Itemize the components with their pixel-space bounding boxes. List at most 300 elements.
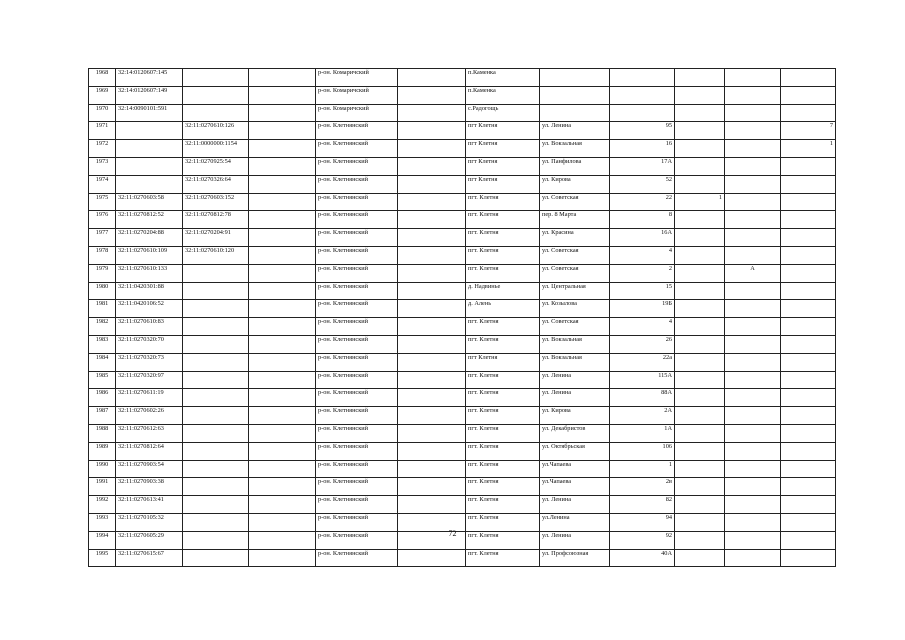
cadastral-number-cell: 32:14:0120607:149 [116,86,183,104]
district-cell: р-он. Клетнянский [316,424,398,442]
cadastral-number-cell [116,140,183,158]
locality-cell: пгт Клетня [466,122,540,140]
district-cell: р-он. Клетнянский [316,282,398,300]
cadastral-number-cell: 32:11:0270602:26 [116,407,183,425]
street-cell: ул. Советская [540,264,610,282]
cadastral-number-cell: 32:11:0270105:32 [116,513,183,531]
house-number-cell: 2 [610,264,675,282]
letter-cell [725,211,781,229]
cadastral-number-cell: 32:11:0270320:73 [116,353,183,371]
locality-cell: с.Радогощь [466,104,540,122]
blank-cell [398,371,466,389]
district-cell: р-он. Клетнянский [316,442,398,460]
locality-cell: п.Каменка [466,69,540,87]
cadastral-number-2-cell [183,460,249,478]
cadastral-number-cell: 32:11:0270610:109 [116,246,183,264]
table-row [89,389,836,407]
row-number-cell: 1988 [89,424,116,442]
building-cell [675,282,725,300]
blank-cell [249,318,316,336]
street-cell: ул. Декабристов [540,424,610,442]
district-cell: р-он. Клетнянский [316,389,398,407]
apartment-cell [781,442,836,460]
house-number-cell: 106 [610,442,675,460]
blank-cell [398,300,466,318]
street-cell: ул.Чапаева [540,478,610,496]
blank-cell [398,122,466,140]
apartment-cell [781,549,836,567]
district-cell: р-он. Клетнянский [316,460,398,478]
district-cell: р-он. Клетнянский [316,496,398,514]
blank-cell [398,69,466,87]
blank-cell [398,460,466,478]
locality-cell: пгт Клетня [466,175,540,193]
table-row [89,122,836,140]
row-number-cell: 1994 [89,531,116,549]
blank-cell [249,424,316,442]
building-cell [675,389,725,407]
row-number-cell: 1981 [89,300,116,318]
house-number-cell [610,69,675,87]
building-cell [675,246,725,264]
house-number-cell: 2в [610,478,675,496]
cadastral-number-2-cell [183,282,249,300]
blank-cell [249,300,316,318]
street-cell [540,86,610,104]
row-number-cell: 1975 [89,193,116,211]
letter-cell [725,496,781,514]
letter-cell [725,407,781,425]
locality-cell: д. Алень [466,300,540,318]
cadastral-number-2-cell [183,318,249,336]
building-cell [675,211,725,229]
row-number-cell: 1989 [89,442,116,460]
locality-cell: пгт. Клетня [466,246,540,264]
cadastral-number-cell: 32:11:0270615:67 [116,549,183,567]
cadastral-number-cell: 32:11:0270320:97 [116,371,183,389]
district-cell: р-он. Клетнянский [316,407,398,425]
street-cell: пер. 8 Марта [540,211,610,229]
locality-cell: пгт. Клетня [466,211,540,229]
house-number-cell: 22 [610,193,675,211]
letter-cell [725,282,781,300]
row-number-cell: 1972 [89,140,116,158]
row-number-cell: 1983 [89,335,116,353]
street-cell: ул.Ленина [540,513,610,531]
row-number-cell: 1987 [89,407,116,425]
cadastral-number-cell: 32:11:0420301:88 [116,282,183,300]
building-cell [675,229,725,247]
cadastral-number-cell: 32:11:0270611:19 [116,389,183,407]
apartment-cell [781,496,836,514]
registry-table [88,68,836,567]
building-cell [675,122,725,140]
building-cell [675,104,725,122]
locality-cell: пгт Клетня [466,140,540,158]
cadastral-number-cell: 32:11:0270605:29 [116,531,183,549]
cadastral-number-cell: 32:11:0270204:88 [116,229,183,247]
cadastral-number-2-cell [183,104,249,122]
cadastral-number-cell: 32:11:0270612:63 [116,424,183,442]
apartment-cell [781,175,836,193]
street-cell: ул. Кирова [540,175,610,193]
blank-cell [249,193,316,211]
blank-cell [249,86,316,104]
table-row [89,211,836,229]
row-number-cell: 1969 [89,86,116,104]
house-number-cell: 1 [610,460,675,478]
house-number-cell: 94 [610,513,675,531]
street-cell: ул. Панфилова [540,157,610,175]
row-number-cell: 1968 [89,69,116,87]
table-row [89,424,836,442]
cadastral-number-2-cell [183,424,249,442]
apartment-cell [781,229,836,247]
cadastral-number-cell: 32:14:0090101:591 [116,104,183,122]
building-cell [675,549,725,567]
blank-cell [398,211,466,229]
building-cell [675,353,725,371]
blank-cell [249,335,316,353]
locality-cell: пгт. Клетня [466,460,540,478]
blank-cell [249,496,316,514]
letter-cell [725,246,781,264]
cadastral-number-2-cell [183,264,249,282]
letter-cell [725,300,781,318]
cadastral-number-2-cell: 32:11:0270204:91 [183,229,249,247]
table-row [89,478,836,496]
blank-cell [249,442,316,460]
apartment-cell: 1 [781,140,836,158]
blank-cell [398,140,466,158]
house-number-cell [610,86,675,104]
district-cell: р-он. Клетнянский [316,478,398,496]
letter-cell [725,460,781,478]
blank-cell [398,193,466,211]
blank-cell [398,175,466,193]
house-number-cell: 22а [610,353,675,371]
table-row [89,300,836,318]
table-row [89,229,836,247]
table-row [89,104,836,122]
cadastral-number-cell: 32:11:0270812:52 [116,211,183,229]
apartment-cell [781,69,836,87]
cadastral-number-cell: 32:14:0120607:145 [116,69,183,87]
house-number-cell: 115А [610,371,675,389]
cadastral-number-cell: 32:11:0420106:52 [116,300,183,318]
house-number-cell: 19Б [610,300,675,318]
building-cell [675,157,725,175]
cadastral-number-2-cell [183,442,249,460]
district-cell: р-он. Клетнянский [316,549,398,567]
apartment-cell [781,424,836,442]
blank-cell [398,229,466,247]
cadastral-number-2-cell [183,86,249,104]
blank-cell [398,335,466,353]
apartment-cell [781,211,836,229]
locality-cell: пгт. Клетня [466,407,540,425]
blank-cell [249,211,316,229]
district-cell: р-он. Клетнянский [316,193,398,211]
building-cell [675,478,725,496]
blank-cell [249,549,316,567]
row-number-cell: 1976 [89,211,116,229]
cadastral-number-cell [116,122,183,140]
house-number-cell [610,104,675,122]
apartment-cell [781,318,836,336]
row-number-cell: 1980 [89,282,116,300]
letter-cell [725,69,781,87]
blank-cell [398,424,466,442]
blank-cell [398,478,466,496]
table-row [89,264,836,282]
row-number-cell: 1993 [89,513,116,531]
row-number-cell: 1978 [89,246,116,264]
letter-cell [725,549,781,567]
district-cell: р-он. Клетнянский [316,229,398,247]
letter-cell [725,104,781,122]
cadastral-number-2-cell [183,335,249,353]
table-row [89,193,836,211]
locality-cell: пгт Клетня [466,353,540,371]
apartment-cell [781,478,836,496]
house-number-cell: 2А [610,407,675,425]
building-cell [675,460,725,478]
apartment-cell [781,371,836,389]
apartment-cell [781,157,836,175]
row-number-cell: 1977 [89,229,116,247]
locality-cell: пгт. Клетня [466,442,540,460]
building-cell [675,300,725,318]
locality-cell: пгт. Клетня [466,549,540,567]
row-number-cell: 1985 [89,371,116,389]
locality-cell: пгт. Клетня [466,229,540,247]
street-cell [540,104,610,122]
house-number-cell: 15 [610,282,675,300]
district-cell: р-он. Комаричский [316,69,398,87]
cadastral-number-cell [116,175,183,193]
blank-cell [249,264,316,282]
table-row [89,442,836,460]
letter-cell: А [725,264,781,282]
blank-cell [249,389,316,407]
street-cell: ул. Ленина [540,122,610,140]
table-row [89,335,836,353]
blank-cell [249,122,316,140]
street-cell: ул. Советская [540,318,610,336]
district-cell: р-он. Клетнянский [316,140,398,158]
house-number-cell: 52 [610,175,675,193]
house-number-cell: 16 [610,140,675,158]
blank-cell [249,229,316,247]
building-cell [675,335,725,353]
locality-cell: пгт. Клетня [466,264,540,282]
row-number-cell: 1995 [89,549,116,567]
district-cell: р-он. Клетнянский [316,300,398,318]
cadastral-number-cell: 32:11:0270320:70 [116,335,183,353]
apartment-cell [781,264,836,282]
district-cell: р-он. Клетнянский [316,531,398,549]
cadastral-number-cell: 32:11:0270812:64 [116,442,183,460]
street-cell: ул. Ленина [540,389,610,407]
house-number-cell: 16А [610,229,675,247]
page-number: 72 [448,529,457,538]
street-cell: ул. Красина [540,229,610,247]
table-row [89,69,836,87]
district-cell: р-он. Клетнянский [316,122,398,140]
row-number-cell: 1990 [89,460,116,478]
blank-cell [249,353,316,371]
blank-cell [249,157,316,175]
building-cell [675,496,725,514]
table-row [89,496,836,514]
locality-cell: пгт. Клетня [466,318,540,336]
locality-cell: пгт. Клетня [466,389,540,407]
blank-cell [249,104,316,122]
street-cell: ул. Советская [540,193,610,211]
apartment-cell [781,104,836,122]
blank-cell [249,478,316,496]
row-number-cell: 1982 [89,318,116,336]
letter-cell [725,389,781,407]
house-number-cell: 92 [610,531,675,549]
apartment-cell [781,193,836,211]
house-number-cell: 26 [610,335,675,353]
table-row [89,549,836,567]
table-row [89,318,836,336]
apartment-cell [781,389,836,407]
row-number-cell: 1973 [89,157,116,175]
street-cell: ул. Ленина [540,531,610,549]
district-cell: р-он. Клетнянский [316,353,398,371]
blank-cell [398,353,466,371]
cadastral-number-2-cell: 32:11:0270812:78 [183,211,249,229]
house-number-cell: 40А [610,549,675,567]
cadastral-number-2-cell [183,496,249,514]
locality-cell: пгт. Клетня [466,371,540,389]
cadastral-number-2-cell [183,549,249,567]
apartment-cell [781,335,836,353]
building-cell [675,175,725,193]
letter-cell [725,478,781,496]
cadastral-number-cell [116,157,183,175]
row-number-cell: 1992 [89,496,116,514]
district-cell: р-он. Клетнянский [316,318,398,336]
street-cell: ул. Октябрьская [540,442,610,460]
district-cell: р-он. Клетнянский [316,335,398,353]
district-cell: р-он. Клетнянский [316,264,398,282]
locality-cell: пгт. Клетня [466,335,540,353]
house-number-cell: 4 [610,318,675,336]
blank-cell [398,389,466,407]
building-cell [675,264,725,282]
locality-cell: д. Надвинье [466,282,540,300]
district-cell: р-он. Клетнянский [316,246,398,264]
locality-cell: пгт. Клетня [466,193,540,211]
cadastral-number-cell: 32:11:0270613:41 [116,496,183,514]
cadastral-number-2-cell: 32:11:0270603:152 [183,193,249,211]
locality-cell: пгт. Клетня [466,424,540,442]
blank-cell [398,264,466,282]
letter-cell [725,229,781,247]
blank-cell [398,549,466,567]
street-cell: ул. Кирова [540,407,610,425]
table-body [89,69,836,567]
cadastral-number-2-cell [183,353,249,371]
blank-cell [249,246,316,264]
building-cell [675,69,725,87]
row-number-cell: 1984 [89,353,116,371]
building-cell [675,140,725,158]
blank-cell [249,175,316,193]
table-row [89,157,836,175]
blank-cell [249,140,316,158]
building-cell [675,407,725,425]
house-number-cell: 17А [610,157,675,175]
building-cell [675,318,725,336]
street-cell: ул.Чапаева [540,460,610,478]
letter-cell [725,371,781,389]
building-cell [675,442,725,460]
street-cell: ул. Ленина [540,496,610,514]
row-number-cell: 1991 [89,478,116,496]
apartment-cell [781,282,836,300]
apartment-cell [781,460,836,478]
table-row [89,282,836,300]
cadastral-number-cell: 32:11:0270603:58 [116,193,183,211]
apartment-cell [781,353,836,371]
street-cell: ул. Вокзальная [540,335,610,353]
street-cell: ул. Вокзальная [540,353,610,371]
street-cell: ул. Козылова [540,300,610,318]
cadastral-number-2-cell [183,478,249,496]
district-cell: р-он. Клетнянский [316,157,398,175]
row-number-cell: 1970 [89,104,116,122]
row-number-cell: 1974 [89,175,116,193]
blank-cell [249,371,316,389]
cadastral-number-2-cell: 32:11:0270610:120 [183,246,249,264]
district-cell: р-он. Клетнянский [316,513,398,531]
blank-cell [398,407,466,425]
table-row [89,140,836,158]
cadastral-number-2-cell: 32:11:0270610:126 [183,122,249,140]
district-cell: р-он. Комаричский [316,86,398,104]
house-number-cell: 95 [610,122,675,140]
letter-cell [725,318,781,336]
apartment-cell [781,246,836,264]
blank-cell [398,282,466,300]
cadastral-number-cell: 32:11:0270903:54 [116,460,183,478]
blank-cell [398,157,466,175]
letter-cell [725,86,781,104]
blank-cell [398,246,466,264]
locality-cell: пгт. Клетня [466,478,540,496]
letter-cell [725,157,781,175]
blank-cell [398,496,466,514]
street-cell: ул. Центральная [540,282,610,300]
house-number-cell: 4 [610,246,675,264]
apartment-cell [781,86,836,104]
locality-cell: пгт. Клетня [466,513,540,531]
house-number-cell: 82 [610,496,675,514]
letter-cell [725,442,781,460]
blank-cell [398,104,466,122]
letter-cell [725,353,781,371]
street-cell: ул. Советская [540,246,610,264]
table-row [89,86,836,104]
street-cell [540,69,610,87]
locality-cell: пгт. Клетня [466,496,540,514]
